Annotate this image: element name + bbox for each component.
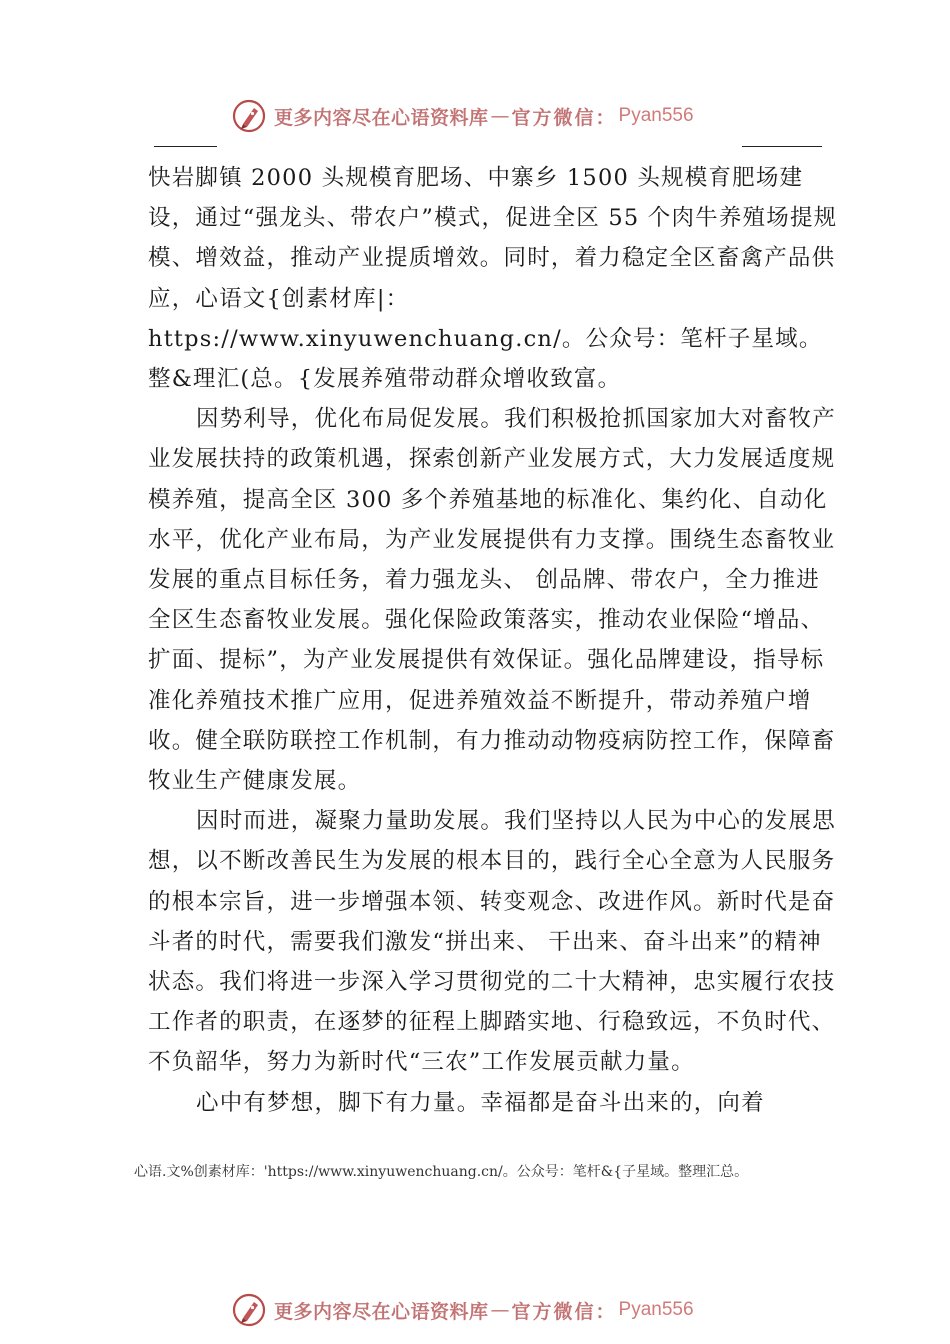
header-wechat-label: 官方微信： [511, 106, 617, 129]
paragraph-continuation: 快岩脚镇 2000 头规模育肥场、中寨乡 1500 头规模育肥场建设，通过“强龙头、带农户”模式，促进全区 55 个肉牛养殖场提规模、增效益，推动产业提质增效。同时，着力稳定全区畜禽产品供应，心语文{创素材库|：https://www.xinyuwenchuang.cn/。公众号：笔杆子星域。整&理汇(总。{发展养殖带动群众增收致富。 [148, 165, 838, 393]
footer-wechat-label: 官方微信： [511, 1300, 617, 1323]
footer-brand-text: 更多内容尽在心语资料库 [274, 1300, 489, 1323]
header-rule-left [154, 146, 217, 147]
pen-nib-logo-icon [232, 99, 266, 133]
header-banner [0, 96, 950, 136]
header-separator: — [490, 105, 510, 127]
footer-banner-content [232, 1290, 694, 1330]
footer-banner [0, 1290, 950, 1330]
footer-wechat-id: Pyan556 [618, 1299, 694, 1320]
header-brand-text: 更多内容尽在心语资料库 [274, 106, 489, 129]
paragraph-layout: 因势利导，优化布局促发展。我们积极抢抓国家加大对畜牧产业发展扶持的政策机遇，探索创新产业发展方式，大力发展适度规模养殖，提高全区 300 多个养殖基地的标准化、集约化、自动化水平，优化产业布局，为产业发展提供有力支撑。围绕生态畜牧业发展的重点目标任务，着力强龙头、 创品牌、带农户，全力推进全区生态畜牧业发展。强化保险政策落实，推动农业保险“增品、扩面、提标”，为产业发展提供有效保证。强化品牌建设，指导标准化养殖技术推广应用，促进养殖效益不断提升，带动养殖户增收。健全联防联控工作机制，有力推动动物疫病防控工作，保障畜牧业生产健康发展。 [148, 406, 836, 795]
header-wechat-id: Pyan556 [618, 105, 694, 126]
header-rule-right [742, 146, 822, 147]
paragraph-momentum: 因时而进，凝聚力量助发展。我们坚持以人民为中心的发展思想，以不断改善民生为发展的根本目的，践行全心全意为人民服务的根本宗旨，进一步增强本领、转变观念、改进作风。新时代是奋斗者的时代，需要我们激发“拼出来、 干出来、奋斗出来”的精神状态。我们将进一步深入学习贯彻党的二十大精神，忠实履行农技工作者的职责，在逐梦的征程上脚踏实地、行稳致远，不负时代、不负韶华，努力为新时代“三农”工作发展贡献力量。 [148, 808, 836, 1076]
footer-separator: — [490, 1299, 510, 1321]
document-body [148, 158, 838, 1123]
footnote-watermark: 心语.文%创素材库：'https://www.xinyuwenchuang.cn/。公众号：笔杆&{子星域。整理汇总。 [134, 1164, 749, 1180]
pen-nib-logo-icon [232, 1293, 266, 1327]
paragraph-dream: 心中有梦想，脚下有力量。幸福都是奋斗出来的，向着 [196, 1089, 765, 1116]
header-banner-content [232, 96, 694, 136]
